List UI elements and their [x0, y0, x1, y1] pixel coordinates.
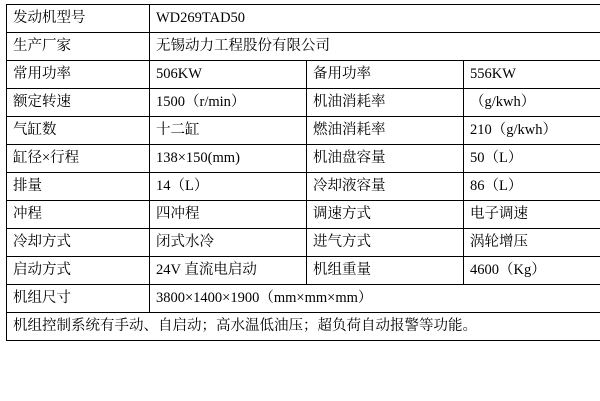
table-body: [7, 5, 600, 341]
row-label-2: 燃油消耗率: [307, 117, 464, 145]
row-value-2: 电子调速: [464, 201, 600, 229]
row-value-1: 24V 直流电启动: [150, 257, 307, 285]
row-value-2: （g/kwh）: [464, 89, 600, 117]
table-row: [7, 89, 600, 117]
row-label: 发动机型号: [7, 5, 150, 33]
row-label: 冲程: [7, 201, 150, 229]
table-row: [7, 5, 600, 33]
table-row: [7, 285, 600, 313]
row-label: 机组尺寸: [7, 285, 150, 313]
footer-note: 机组控制系统有手动、自启动；高水温低油压；超负荷自动报警等功能。: [7, 313, 600, 341]
row-value-1: 506KW: [150, 61, 307, 89]
row-label: 生产厂家: [7, 33, 150, 61]
row-value-1: 1500（r/min）: [150, 89, 307, 117]
row-value: WD269TAD50: [150, 5, 600, 33]
row-value-2: 86（L）: [464, 173, 600, 201]
row-label: 额定转速: [7, 89, 150, 117]
row-label-2: 备用功率: [307, 61, 464, 89]
row-value-2: 涡轮增压: [464, 229, 600, 257]
row-value-1: 四冲程: [150, 201, 307, 229]
row-label-2: 机油盘容量: [307, 145, 464, 173]
row-value-2: 556KW: [464, 61, 600, 89]
row-label: 启动方式: [7, 257, 150, 285]
table-row: [7, 229, 600, 257]
row-value-2: 4600（Kg）: [464, 257, 600, 285]
table-row: [7, 257, 600, 285]
table-row: [7, 117, 600, 145]
row-value-2: 210（g/kwh）: [464, 117, 600, 145]
row-value-1: 138×150(mm): [150, 145, 307, 173]
table-row: [7, 33, 600, 61]
row-label: 常用功率: [7, 61, 150, 89]
row-value: 无锡动力工程股份有限公司: [150, 33, 600, 61]
table-footer-row: [7, 313, 600, 341]
row-label-2: 冷却液容量: [307, 173, 464, 201]
table-row: [7, 173, 600, 201]
row-label-2: 机油消耗率: [307, 89, 464, 117]
table-row: [7, 145, 600, 173]
row-label: 冷却方式: [7, 229, 150, 257]
row-label-2: 进气方式: [307, 229, 464, 257]
row-label: 缸径×行程: [7, 145, 150, 173]
row-label-2: 机组重量: [307, 257, 464, 285]
table-row: [7, 61, 600, 89]
row-label-2: 调速方式: [307, 201, 464, 229]
table-row: [7, 201, 600, 229]
engine-spec-table: [6, 4, 600, 341]
row-value-2: 50（L）: [464, 145, 600, 173]
row-value-1: 闭式水冷: [150, 229, 307, 257]
row-value-1: 十二缸: [150, 117, 307, 145]
row-value-1: 14（L）: [150, 173, 307, 201]
row-label: 气缸数: [7, 117, 150, 145]
row-label: 排量: [7, 173, 150, 201]
row-value: 3800×1400×1900（mm×mm×mm）: [150, 285, 600, 313]
